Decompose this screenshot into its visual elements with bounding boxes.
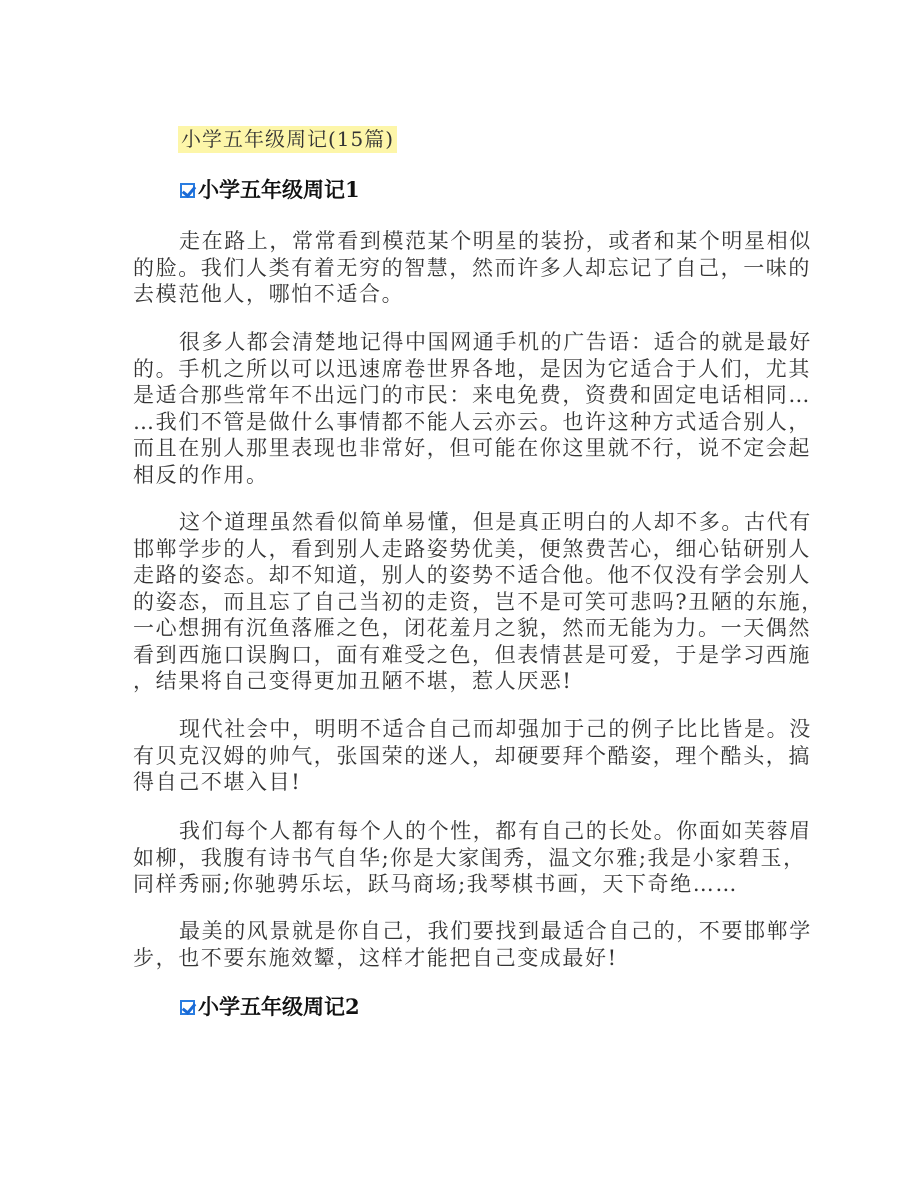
text-line: …我们不管是做什么事情都不能人云亦云。也许这种方式适合别人， bbox=[133, 409, 811, 434]
text-line: 步，也不要东施效颦，这样才能把自己变成最好! bbox=[133, 945, 618, 970]
checked-checkbox-icon bbox=[180, 1000, 195, 1015]
document-title: 小学五年级周记(15篇) bbox=[178, 126, 397, 153]
paragraph-3 bbox=[133, 509, 824, 695]
text-line: 相反的作用。 bbox=[133, 462, 269, 487]
paragraph-2 bbox=[133, 329, 812, 488]
text-line: 同样秀丽;你驰骋乐坛，跃马商场;我琴棋书画，天下奇绝…… bbox=[133, 872, 738, 896]
section-heading-2 bbox=[180, 993, 360, 1021]
section-heading-text: 小学五年级周记1 bbox=[198, 177, 360, 202]
text-line: 这个道理虽然看似简单易懂，但是真正明白的人却不多。古代有 bbox=[179, 510, 812, 534]
text-line: 得自己不堪入目! bbox=[133, 770, 302, 794]
checked-checkbox-icon bbox=[180, 183, 195, 198]
paragraph-1 bbox=[133, 228, 812, 308]
text-line: 现代社会中，明明不适合自己而却强加于己的例子比比皆是。没 bbox=[179, 717, 812, 741]
text-line: 的姿态，而且忘了自己当初的走资，岂不是可笑可悲吗?丑陋的东施， bbox=[133, 589, 824, 614]
text-line: 走路的姿态。却不知道，别人的姿势不适合他。他不仅没有学会别人 bbox=[133, 563, 811, 587]
paragraph-4 bbox=[133, 716, 812, 796]
text-line: 的。手机之所以可以迅速席卷世界各地，是因为它适合于人们，尤其 bbox=[133, 356, 811, 381]
text-line: 一心想拥有沉鱼落雁之色，闭花羞月之貌，然而无能为力。一天偶然 bbox=[133, 616, 811, 640]
text-line: 邯郸学步的人，看到别人走路姿势优美，便煞费苦心，细心钻研别人 bbox=[133, 536, 811, 561]
text-line: 如柳，我腹有诗书气自华;你是大家闺秀，温文尔雅;我是小家碧玉， bbox=[133, 845, 806, 870]
text-line: 去模范他人，哪怕不适合。 bbox=[133, 282, 405, 306]
paragraph-6 bbox=[133, 918, 812, 971]
text-line: 走在路上，常常看到模范某个明星的装扮，或者和某个明星相似 bbox=[179, 229, 812, 253]
text-line: 是适合那些常年不出远门的市民：来电免费，资费和固定电话相同… bbox=[133, 383, 811, 407]
text-line: 我们每个人都有每个人的个性，都有自己的长处。你面如芙蓉眉 bbox=[179, 819, 812, 843]
text-line: ，结果将自己变得更加丑陋不堪，惹人厌恶! bbox=[133, 669, 573, 693]
text-line: 而且在别人那里表现也非常好，但可能在你这里就不行，说不定会起 bbox=[133, 436, 811, 460]
text-line: 很多人都会清楚地记得中国网通手机的广告语：适合的就是最好 bbox=[179, 330, 812, 354]
text-line: 的脸。我们人类有着无穷的智慧，然而许多人却忘记了自己，一味的 bbox=[133, 255, 811, 280]
paragraph-5 bbox=[133, 818, 812, 898]
text-line: 最美的风景就是你自己，我们要找到最适合自己的，不要邯郸学 bbox=[179, 919, 812, 943]
section-heading-1 bbox=[180, 176, 360, 204]
text-line: 有贝克汉姆的帅气，张国荣的迷人，却硬要拜个酷姿，理个酷头，搞 bbox=[133, 743, 811, 768]
section-heading-text: 小学五年级周记2 bbox=[198, 994, 360, 1019]
text-line: 看到西施口误胸口，面有难受之色，但表情甚是可爱，于是学习西施 bbox=[133, 642, 811, 667]
